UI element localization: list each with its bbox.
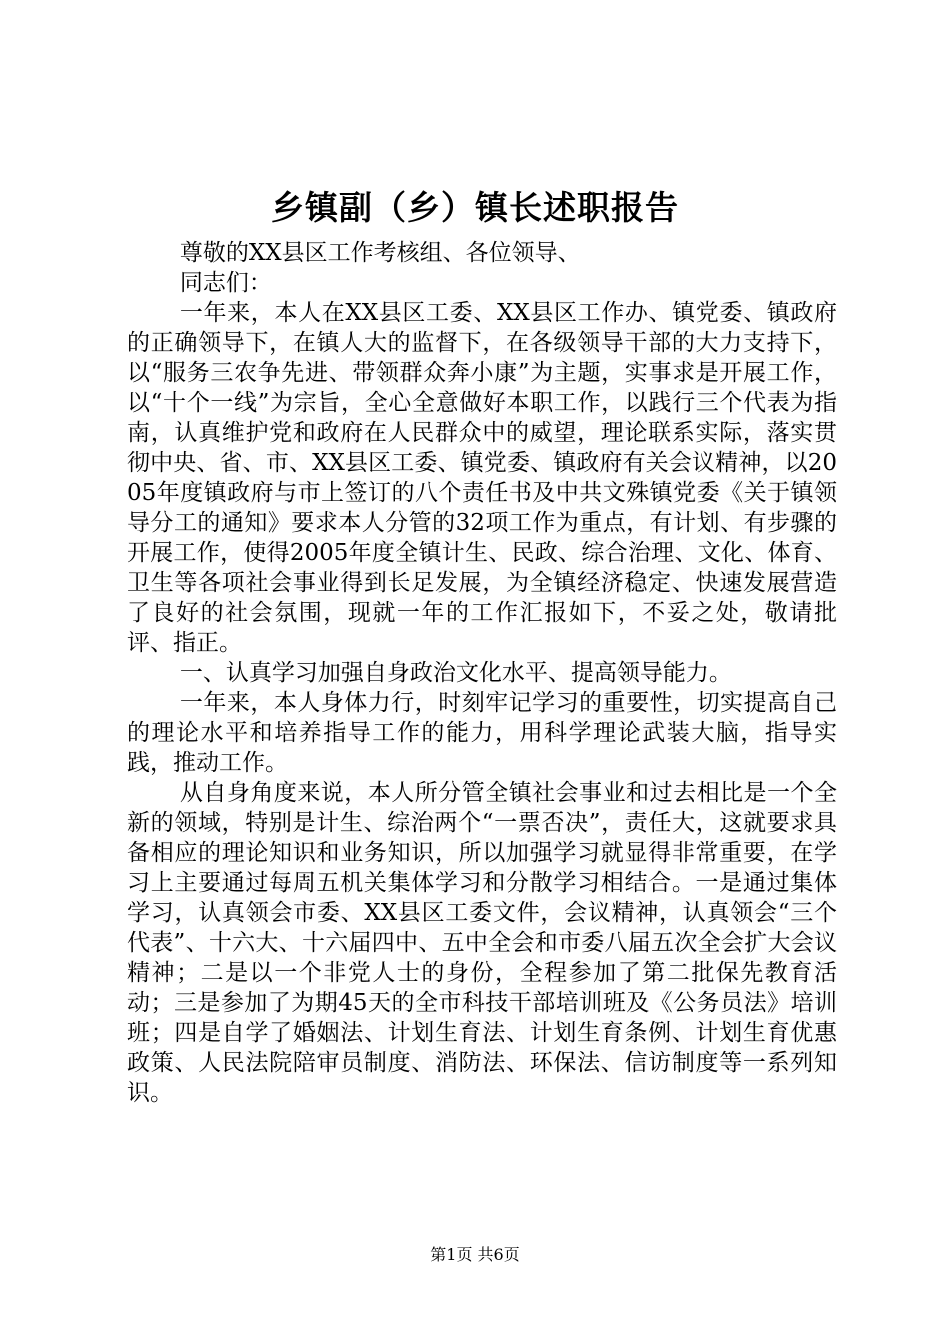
body-paragraph-intro: 一年来，本人在XX县区工委、XX县区工作办、镇党委、镇政府的正确领导下，在镇人大的监督下，在各级领导干部的大力支持下，以“服务三农争先进、带领群众奔小康”为主题，实事求是开展工作，以“十个一线”为宗旨，全心全意做好本职工作，以践行三个代表为指南，认真维护党和政府在人民群众中的威望，理论联系实际，落实贯彻中央、省、市、XX县区工委、镇党委、镇政府有关会议精神，以2005年度镇政府与市上签订的八个责任书及中共文殊镇党委《关于镇领导分工的通知》要求本人分管的32项工作为重点，有计划、有步骤的开展工作，使得2005年度全镇计生、民政、综合治理、文化、体育、卫生等各项社会事业得到长足发展，为全镇经济稳定、快速发展营造了良好的社会氛围，现就一年的工作汇报如下，不妥之处，敬请批评、指正。	[127, 300, 837, 656]
salutation-line-2: 同志们：	[179, 270, 272, 296]
body-paragraph-details: 从自身角度来说，本人所分管全镇社会事业和过去相比是一个全新的领域，特别是计生、综治两个“一票否决”，责任大，这就要求具备相应的理论知识和业务知识，所以加强学习就显得非常重要，在学习上主要通过每周五机关集体学习和分散学习相结合。一是通过集体学习，认真领会市委、XX县区工委文件，会议精神，认真领会“三个代表”、十六大、十六届四中、五中全会和市委八届五次全会扩大会议精神；二是以一个非党人士的身份，全程参加了第二批保先教育活动；三是参加了为期45天的全市科技干部培训班及《公务员法》培训班；四是自学了婚姻法、计划生育法、计划生育条例、计划生育优惠政策、人民法院陪审员制度、消防法、环保法、信访制度等一系列知识。	[127, 780, 837, 1106]
salutation-line-1: 尊敬的XX县区工作考核组、各位领导、	[179, 240, 581, 266]
body-paragraph-study: 一年来，本人身体力行，时刻牢记学习的重要性，切实提高自己的理论水平和培养指导工作的能力，用科学理论武装大脑，指导实践，推动工作。	[127, 690, 837, 776]
document-body	[127, 238, 837, 1108]
document-title: 乡镇副（乡）镇长述职报告	[271, 188, 679, 227]
section-heading-1: 一、认真学习加强自身政治文化水平、提高领导能力。	[179, 660, 732, 686]
page-number-footer: 第1页 共6页	[430, 1245, 520, 1264]
